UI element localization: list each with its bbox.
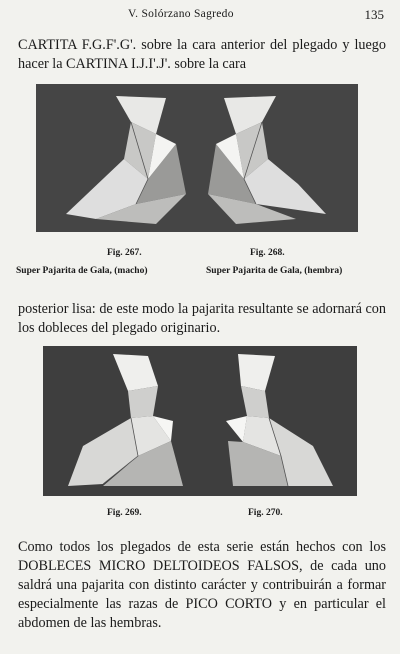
paragraph-2: posterior lisa: de este modo la pajarita resultante se adornará con los dobleces del plegado originario.: [18, 301, 386, 336]
page-header: [0, 6, 400, 24]
figure-270-label: Fig. 270.: [248, 508, 283, 518]
figure-267-label: Fig. 267.: [107, 248, 142, 258]
figure-268-label: Fig. 268.: [250, 248, 285, 258]
figure-269-label: Fig. 269.: [107, 508, 142, 518]
figure-photo-267-268: [36, 84, 358, 232]
running-head: V. Solórzano Sagredo: [128, 8, 234, 20]
figure-268-caption: Super Pajarita de Gala, (hembra): [206, 266, 343, 276]
figure-267-caption: Super Pajarita de Gala, (macho): [16, 266, 148, 276]
paragraph-1: CARTITA F.G.F'.G'. sobre la cara anterior del plegado y luego hacer la CARTINA I.J.I'.J'. sobre la cara: [18, 37, 386, 72]
page-number: 135: [364, 7, 384, 22]
figure-photo-269-270: [43, 346, 357, 496]
paragraph-3: Como todos los plegados de esta serie están hechos con los DOBLECES MICRO DELTOIDEOS FALSOS, de cada uno saldrá una pajarita con distinto carácter y contribuirán a formar especialmente las razas de PICO CORTO y en particular el abdomen de las hembras.: [18, 539, 386, 631]
